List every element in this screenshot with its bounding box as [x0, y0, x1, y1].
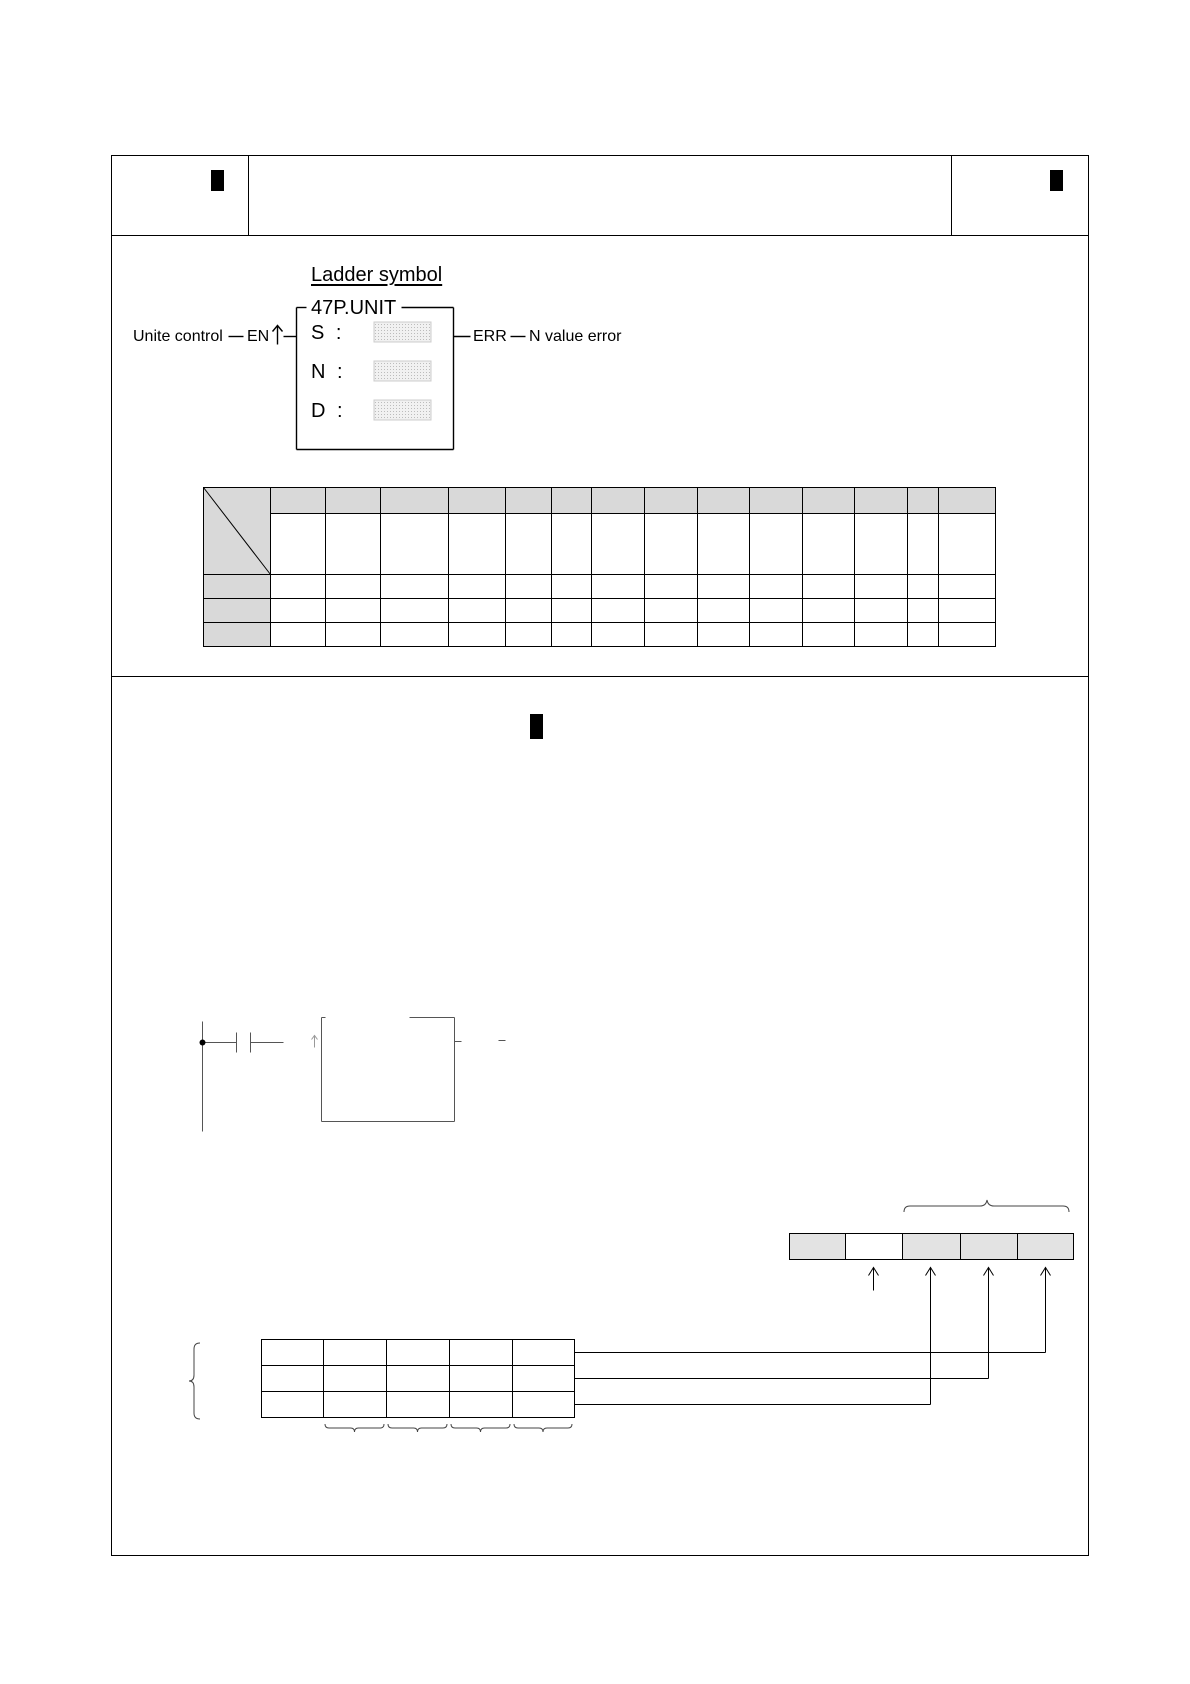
table-cell [449, 514, 506, 575]
table-cell [855, 623, 908, 647]
section-marker [530, 714, 543, 739]
source-table-cell [513, 1366, 575, 1392]
table-cell [552, 623, 592, 647]
table-cell [645, 599, 698, 623]
source-table-cell [324, 1366, 387, 1392]
table-cell [592, 599, 645, 623]
source-table [262, 1340, 575, 1418]
page-frame [112, 156, 1089, 1556]
table-cell [271, 623, 326, 647]
table-cell [750, 514, 803, 575]
register-group-brace [904, 1200, 1069, 1212]
table-cell [803, 514, 855, 575]
device-table [204, 488, 996, 647]
table-row-header-cell [204, 623, 271, 647]
register-cell [790, 1234, 846, 1260]
register-cell [1018, 1234, 1074, 1260]
source-table-cell [387, 1340, 450, 1366]
table-header-cell [326, 488, 381, 514]
table-cell [381, 599, 449, 623]
table-header-cell [803, 488, 855, 514]
table-header-cell [381, 488, 449, 514]
table-cell [552, 514, 592, 575]
source-table-cell [513, 1340, 575, 1366]
table-cell [803, 575, 855, 599]
table-cell [939, 575, 996, 599]
source-table-cell [450, 1366, 513, 1392]
table-cell [908, 575, 939, 599]
table-cell [506, 514, 552, 575]
instruction-name: 47P.UNIT [311, 297, 397, 319]
table-cell [698, 599, 750, 623]
table-cell [939, 623, 996, 647]
table-header-cell [698, 488, 750, 514]
table-cell [552, 599, 592, 623]
source-table-cell [324, 1392, 387, 1418]
table-cell [449, 623, 506, 647]
source-column-braces [325, 1424, 572, 1432]
rail-junction-dot [200, 1040, 206, 1046]
table-cell [506, 623, 552, 647]
table-cell [908, 514, 939, 575]
source-table-cell [262, 1340, 324, 1366]
table-cell [803, 599, 855, 623]
header-right-marker [1050, 170, 1063, 191]
operand-n-label: N : [311, 361, 343, 383]
source-table-cell [324, 1340, 387, 1366]
column-brace [451, 1424, 510, 1432]
source-table-cell [262, 1392, 324, 1418]
table-cell [698, 575, 750, 599]
table-header-cell [592, 488, 645, 514]
operand-n-field [374, 361, 431, 381]
table-cell [506, 575, 552, 599]
table-cell [645, 623, 698, 647]
table-header-cell [645, 488, 698, 514]
table-header-cell [855, 488, 908, 514]
table-header-cell [908, 488, 939, 514]
table-cell [855, 575, 908, 599]
table-cell [326, 599, 381, 623]
source-table-cell [513, 1392, 575, 1418]
result-register [790, 1234, 1074, 1260]
operand-s-label: S : [311, 322, 342, 344]
table-cell [506, 599, 552, 623]
table-cell [326, 623, 381, 647]
table-cell [592, 575, 645, 599]
column-brace [514, 1424, 572, 1432]
table-cell [592, 514, 645, 575]
source-table-cell [262, 1366, 324, 1392]
table-cell [803, 623, 855, 647]
table-cell [552, 575, 592, 599]
table-cell [750, 623, 803, 647]
register-cell [903, 1234, 961, 1260]
table-header-cell [939, 488, 996, 514]
table-cell [271, 575, 326, 599]
source-table-cell [387, 1366, 450, 1392]
table-cell [939, 599, 996, 623]
source-table-cell [450, 1392, 513, 1418]
header-left-marker [211, 170, 224, 191]
example-ladder [203, 1018, 506, 1132]
column-brace [325, 1424, 384, 1432]
column-brace [388, 1424, 447, 1432]
table-row-header-cell [204, 575, 271, 599]
table-cell [908, 623, 939, 647]
data-flow-connectors [575, 1268, 1051, 1405]
table-header-cell [750, 488, 803, 514]
table-cell [381, 623, 449, 647]
table-cell [381, 575, 449, 599]
table-cell [750, 599, 803, 623]
table-cell [645, 575, 698, 599]
table-cell [939, 514, 996, 575]
register-cell [961, 1234, 1018, 1260]
table-header-cell [271, 488, 326, 514]
output-description: N value error [529, 328, 622, 345]
table-cell [908, 599, 939, 623]
table-cell [326, 575, 381, 599]
input-pin-label: EN [247, 328, 270, 345]
table-cell [750, 575, 803, 599]
table-cell [698, 623, 750, 647]
table-header-cell [449, 488, 506, 514]
table-cell [592, 623, 645, 647]
table-cell [449, 575, 506, 599]
table-cell [645, 514, 698, 575]
table-cell [381, 514, 449, 575]
register-cell [846, 1234, 903, 1260]
table-cell [855, 514, 908, 575]
table-row-header-cell [204, 599, 271, 623]
table-cell [855, 599, 908, 623]
table-cell [449, 599, 506, 623]
source-rows-brace [189, 1343, 200, 1419]
operand-s-field [374, 322, 431, 342]
source-table-cell [450, 1340, 513, 1366]
table-cell [271, 514, 326, 575]
table-cell [271, 599, 326, 623]
output-pin-label: ERR [473, 328, 507, 345]
ladder-symbol-heading: Ladder symbol [311, 264, 443, 286]
source-table-cell [387, 1392, 450, 1418]
operand-d-field [374, 400, 431, 420]
operand-d-label: D : [311, 400, 343, 422]
table-cell [326, 514, 381, 575]
table-cell [698, 514, 750, 575]
input-description: Unite control [133, 328, 223, 345]
table-header-cell [506, 488, 552, 514]
table-header-cell [552, 488, 592, 514]
